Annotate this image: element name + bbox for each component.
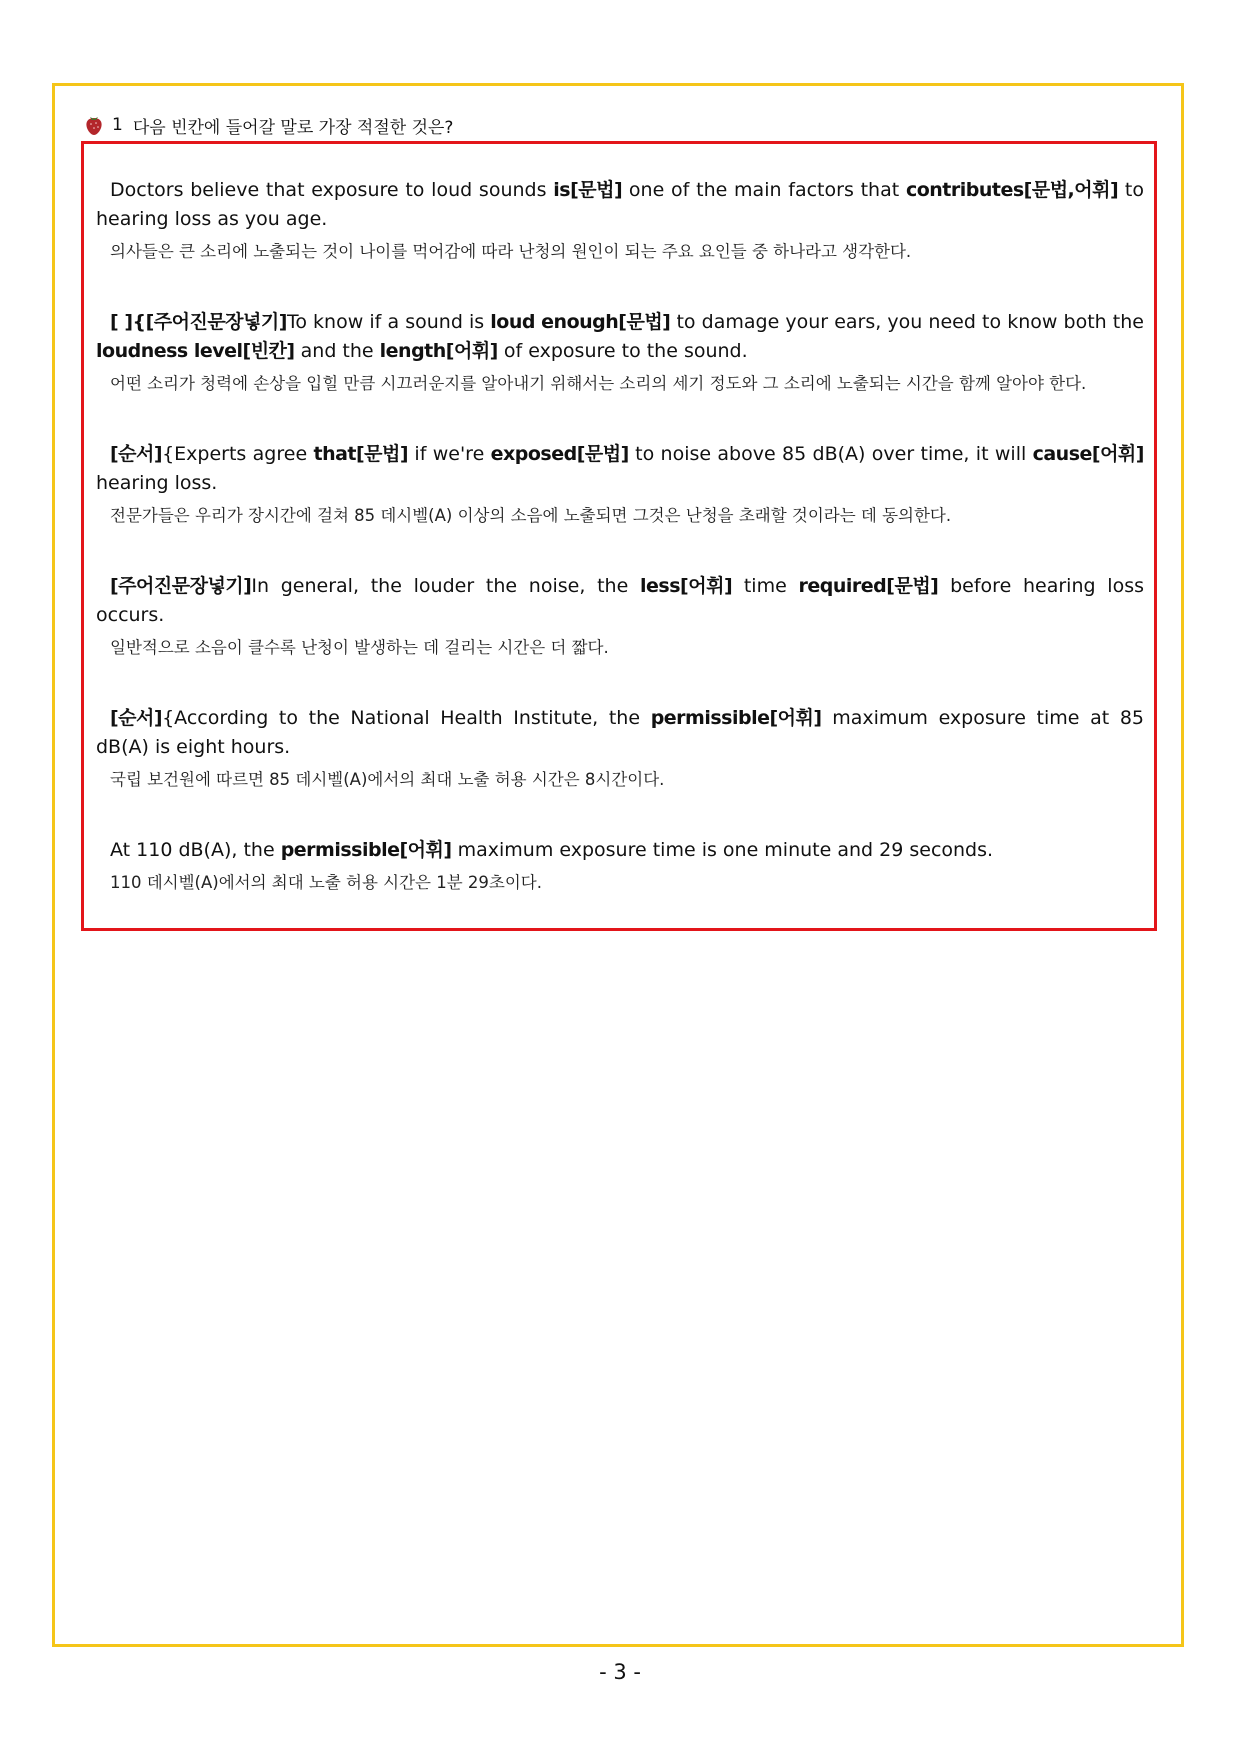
sentence-text: one of the main factors that xyxy=(622,179,906,201)
sentence-text: of exposure to the sound. xyxy=(497,340,748,362)
annotation-tag: length[어휘] xyxy=(379,340,498,362)
page-number: - 3 - xyxy=(599,1660,641,1684)
korean-translation: 일반적으로 소음이 클수록 난청이 발생하는 데 걸리는 시간은 더 짧다. xyxy=(110,638,609,657)
annotation-tag: [주어진문장넣기] xyxy=(110,575,252,597)
english-sentence xyxy=(96,704,1144,762)
annotation-tag: [순서] xyxy=(110,707,163,729)
question-text: 다음 빈칸에 들어갈 말로 가장 적절한 것은? xyxy=(132,117,454,138)
sentence-text: maximum exposure time at 85 dB(A) is eight hours. xyxy=(96,707,1144,758)
annotation-tag: loudness level[빈칸] xyxy=(96,340,295,362)
annotation-tag: is[문법] xyxy=(553,179,623,201)
sentence-text: {According to the National Health Institute, the xyxy=(162,707,651,729)
passage-paragraph xyxy=(96,176,1144,266)
passage-paragraph xyxy=(96,440,1144,530)
english-sentence xyxy=(96,572,1144,630)
annotation-tag: permissible[어휘] xyxy=(280,839,452,861)
sentence-text: and the xyxy=(294,340,380,362)
annotation-tag: contributes[문법,어휘] xyxy=(905,179,1119,201)
sentence-text: time xyxy=(732,575,799,597)
strawberry-icon xyxy=(84,114,104,136)
sentence-text: At 110 dB(A), the xyxy=(110,839,281,861)
sentence-text: maximum exposure time is one minute and 29 seconds. xyxy=(451,839,994,861)
passage-paragraph xyxy=(96,572,1144,662)
annotation-tag: required[문법] xyxy=(798,575,939,597)
question-header xyxy=(84,112,453,138)
passage-paragraph xyxy=(96,836,1144,897)
sentence-text: to damage your ears, you need to know both the xyxy=(670,311,1144,333)
passage-box xyxy=(81,141,1157,931)
sentence-text: Doctors believe that exposure to loud sounds xyxy=(110,179,554,201)
annotation-tag: loud enough[문법] xyxy=(490,311,671,333)
annotation-tag: [ ]{[주어진문장넣기] xyxy=(110,311,287,333)
annotation-tag: less[어휘] xyxy=(640,575,733,597)
korean-translation: 국립 보건원에 따르면 85 데시벨(A)에서의 최대 노출 허용 시간은 8시간이다. xyxy=(110,770,665,789)
annotation-tag: exposed[문법] xyxy=(490,443,629,465)
sentence-text: To know if a sound is xyxy=(286,311,491,333)
sentence-text: to hearing loss as you age. xyxy=(96,179,1145,230)
korean-translation: 의사들은 큰 소리에 노출되는 것이 나이를 먹어감에 따라 난청의 원인이 되는 주요 요인들 중 하나라고 생각한다. xyxy=(110,242,912,261)
korean-translation: 전문가들은 우리가 장시간에 걸쳐 85 데시벨(A) 이상의 소음에 노출되면 그것은 난청을 초래할 것이라는 데 동의한다. xyxy=(110,506,952,525)
sentence-text: hearing loss. xyxy=(96,472,218,494)
passage-paragraph xyxy=(96,704,1144,794)
annotation-tag: cause[어휘] xyxy=(1032,443,1144,465)
annotation-tag: [순서] xyxy=(110,443,163,465)
sentence-text: to noise above 85 dB(A) over time, it will xyxy=(628,443,1033,465)
sentence-text: before hearing loss occurs. xyxy=(96,575,1144,626)
sentence-text: if we're xyxy=(408,443,491,465)
passage-paragraph xyxy=(96,308,1144,398)
english-sentence xyxy=(96,176,1144,234)
english-sentence xyxy=(96,440,1144,498)
sentence-text: {Experts agree xyxy=(162,443,314,465)
sentence-text: In general, the louder the noise, the xyxy=(251,575,641,597)
question-number: 1 xyxy=(112,115,123,135)
english-sentence xyxy=(96,308,1144,366)
korean-translation: 어떤 소리가 청력에 손상을 입힐 만큼 시끄러운지를 알아내기 위해서는 소리의 세기 정도와 그 소리에 노출되는 시간을 함께 알아야 한다. xyxy=(110,374,1087,393)
korean-translation: 110 데시벨(A)에서의 최대 노출 허용 시간은 1분 29초이다. xyxy=(110,873,542,892)
annotation-tag: permissible[어휘] xyxy=(650,707,822,729)
annotation-tag: that[문법] xyxy=(313,443,409,465)
english-sentence xyxy=(96,836,1144,865)
